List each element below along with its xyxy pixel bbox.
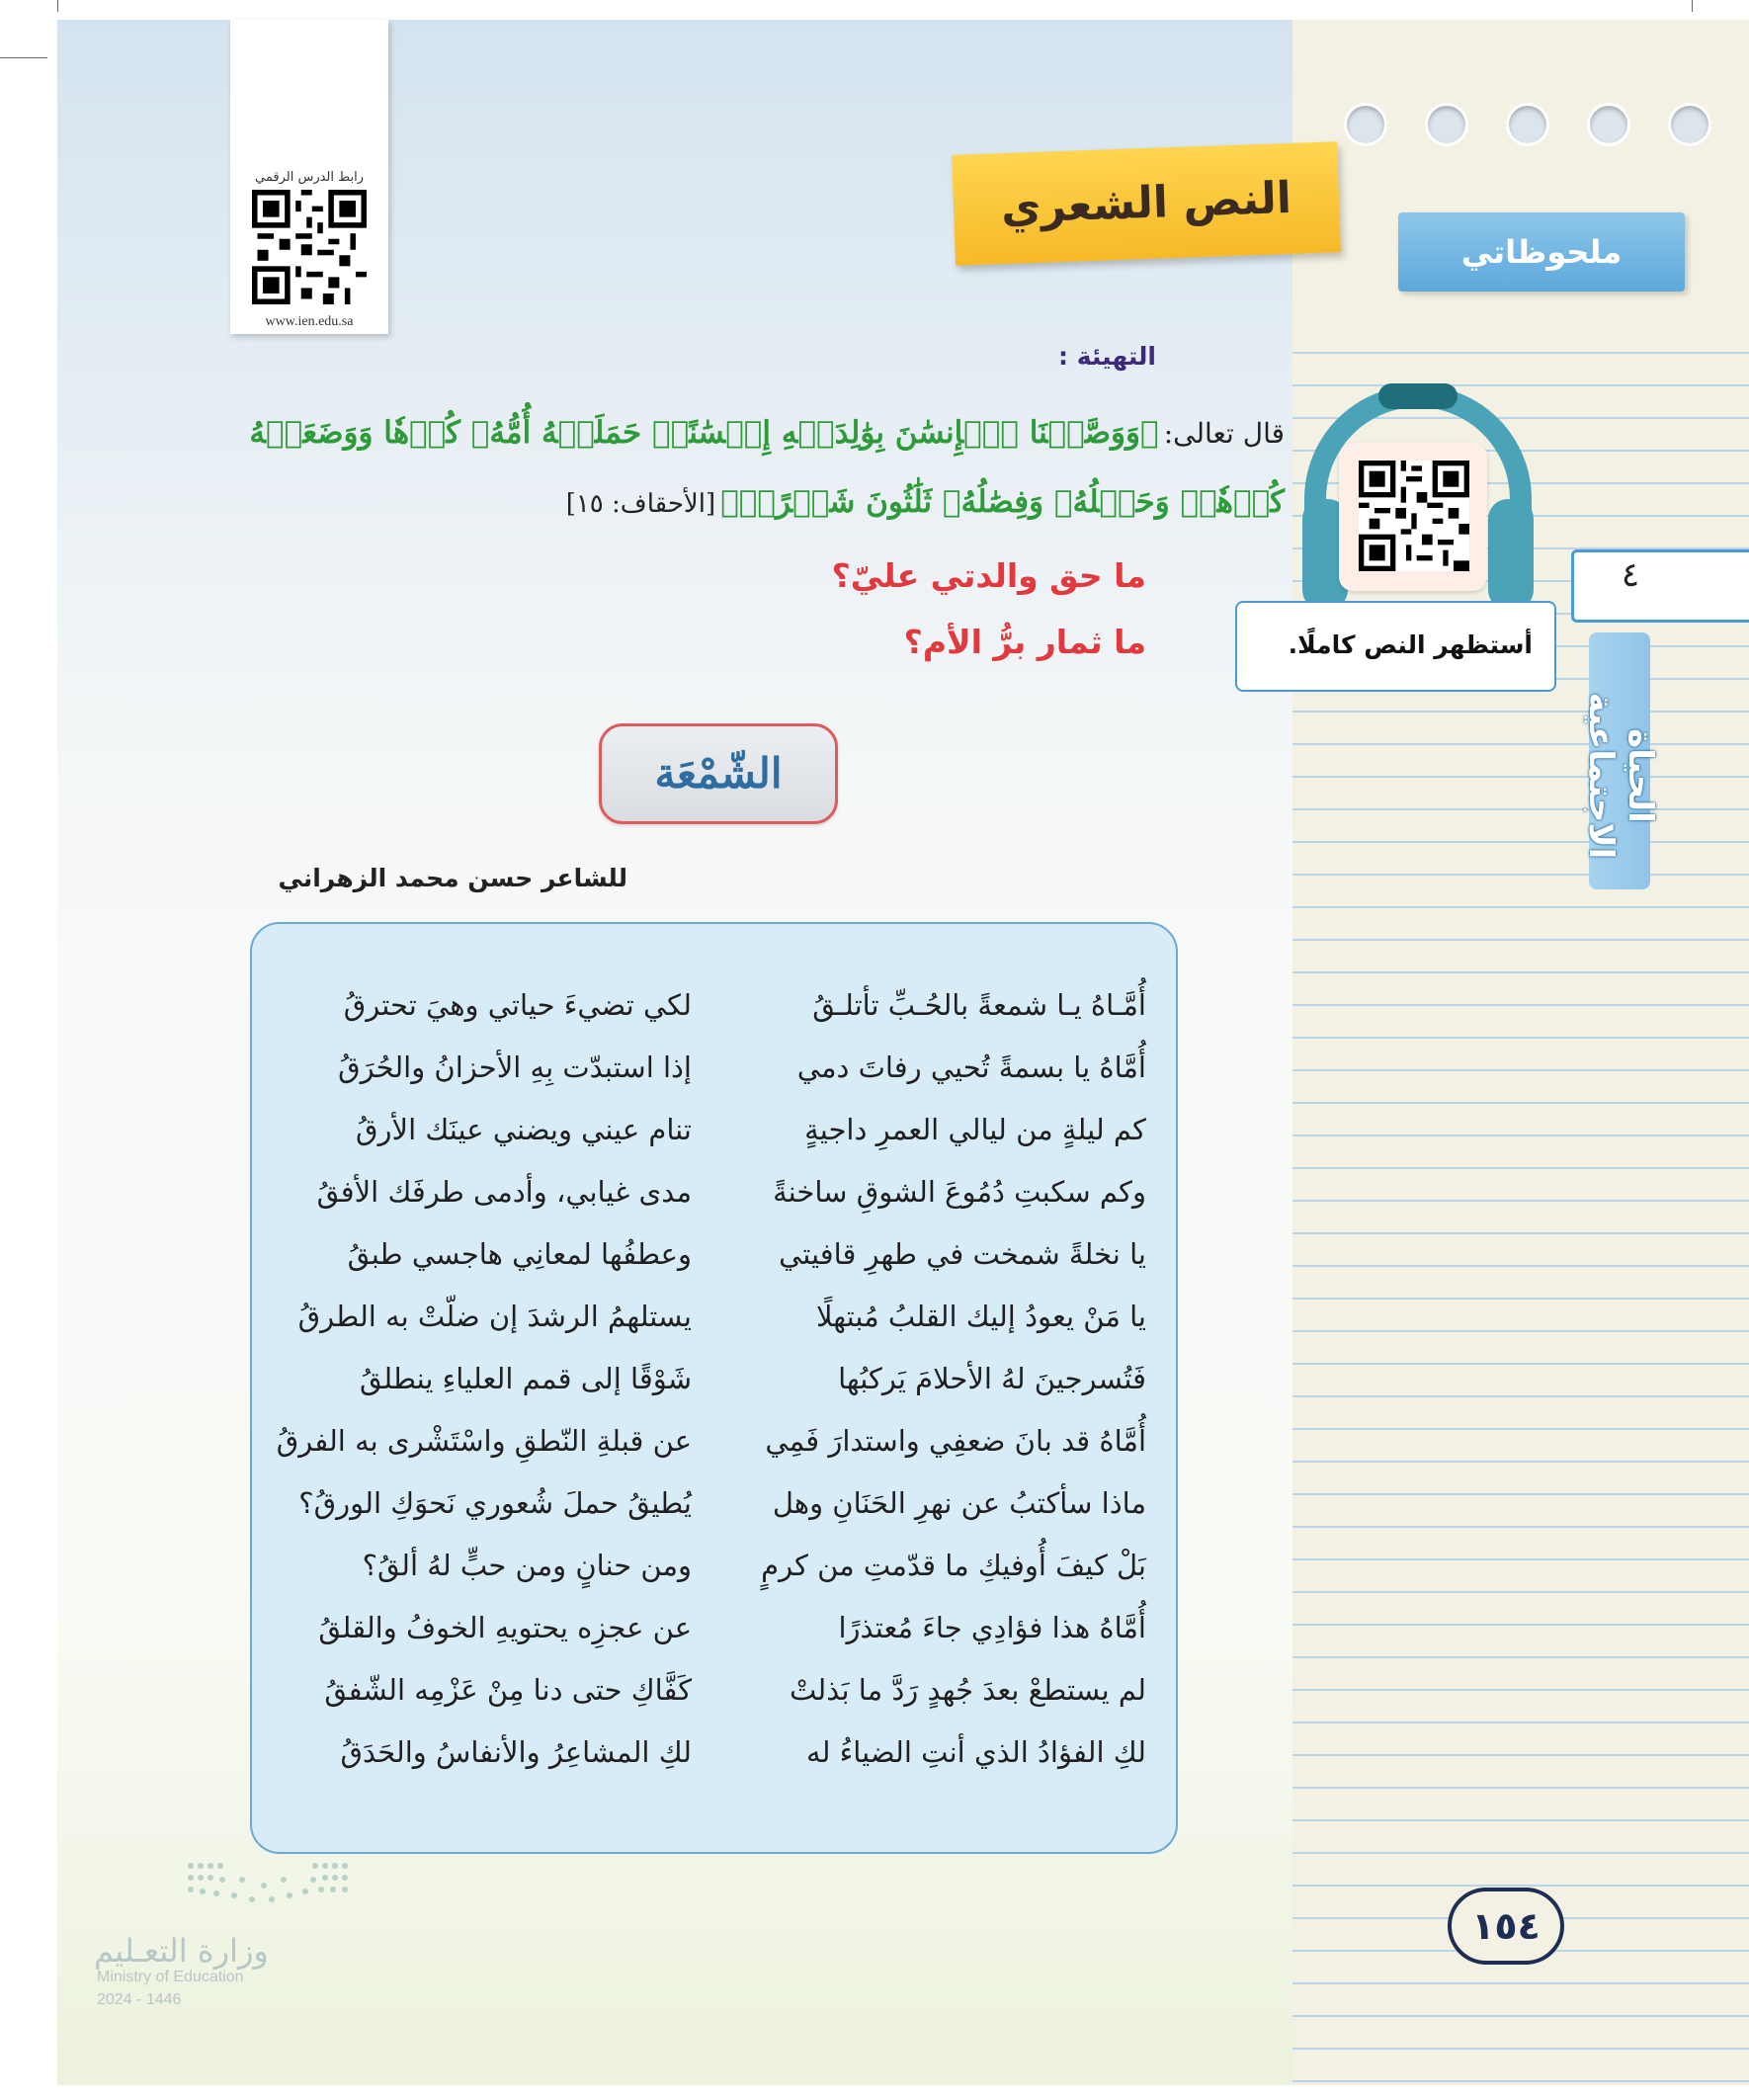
verse-first-half: أُمَّاهُ يا بسمةً تُحيي رفاتَ دمي — [796, 1050, 1146, 1084]
verse-second-half: وعطفُها لمعانِي هاجسي طبقُ — [347, 1237, 692, 1271]
quran-verse-line-2: كُرۡهٗاۖ وَحَمۡلُهُۥ وَفِصَٰلُهُۥ ثَلَٰثُونَ شَهۡرًاۚ﴾ — [720, 484, 1285, 520]
binder-hole — [1668, 103, 1711, 146]
qr-code-icon[interactable] — [252, 190, 367, 304]
verse-second-half: إذا استبدّت بِهِ الأحزانُ والحُرَقُ — [338, 1050, 692, 1084]
quran-reference: [الأحقاف: ١٥] — [565, 489, 716, 519]
verse-first-half: بَلْ كيفَ أُوفيكِ ما قدّمتِ من كرمٍ — [761, 1549, 1146, 1582]
verse-second-half: لكِ المشاعِرُ والأنفاسُ والحَدَقُ — [340, 1735, 692, 1769]
verse-first-half: لم يستطعْ بعدَ جُهدٍ رَدَّ ما بَذلتْ — [789, 1673, 1146, 1707]
crop-mark — [57, 0, 58, 12]
quran-verse-line-1: ﴿وَوَصَّيۡنَا ٱلۡإِنسَٰنَ بِوَٰلِدَيۡهِ إِحۡسَٰنًاۖ حَمَلَتۡهُ أُمُّهُۥ كُرۡهٗا وَوَضَعَتۡهُ — [249, 415, 1159, 451]
ministry-year: 2024 - 1446 — [97, 1991, 182, 2008]
notes-tab: ملحوظاتي — [1398, 212, 1685, 292]
memorize-callout: أستظهر النص كاملًا. — [1235, 601, 1556, 692]
binder-hole — [1344, 103, 1387, 146]
quran-line-1 — [249, 415, 1285, 451]
intro-label: التهيئة : — [1058, 342, 1156, 371]
quran-intro: قال تعالى: — [1163, 417, 1285, 450]
verse-second-half: ومن حنانٍ ومن حبٍّ لهُ ألقُ؟ — [362, 1549, 692, 1582]
section-title: النص الشعري — [952, 141, 1341, 266]
ministry-name-en: Ministry of Education — [97, 1969, 244, 1985]
verse-second-half: يستلهمُ الرشدَ إن ضلّتْ به الطرقُ — [297, 1300, 692, 1333]
verse-second-half: عن قبلةِ النّطقِ واسْتَشْرى به الفرقُ — [276, 1424, 692, 1458]
headphones-top-icon — [1378, 383, 1458, 409]
poem-title: الشّمْعَة — [599, 723, 838, 824]
qr-card-url: www.ien.edu.sa — [265, 314, 354, 329]
verse-first-half: لكِ الفؤادُ الذي أنتِ الضياءُ له — [806, 1735, 1146, 1769]
audio-qr-code-icon[interactable] — [1359, 461, 1469, 571]
verse-second-half: لكي تضيءَ حياتي وهيَ تحترقُ — [343, 988, 692, 1022]
binder-hole — [1425, 103, 1468, 146]
binder-hole — [1587, 103, 1630, 146]
verse-second-half: مدى غيابي، وأدمى طرفَك الأفقُ — [316, 1175, 692, 1209]
page-number: ١٥٤ — [1448, 1888, 1564, 1965]
crop-mark — [1692, 0, 1693, 12]
digital-lesson-qr-card[interactable] — [230, 20, 388, 334]
verse-first-half: يا نخلةً شمخت في طهرِ قافيتي — [779, 1237, 1146, 1271]
question-1: ما حق والدتي عليّ؟ — [831, 556, 1146, 595]
verse-first-half: أُمَّـاهُ يـا شمعةً بالحُـبِّ تأتلـقُ — [812, 988, 1146, 1022]
verse-first-half: يا مَنْ يعودُ إليك القلبُ مُبتهلًا — [816, 1300, 1146, 1333]
verse-second-half: عن عجزِه يحتويهِ الخوفُ والقلقُ — [318, 1611, 692, 1644]
poet-name: للشاعر حسن محمد الزهراني — [278, 864, 627, 892]
right-earcup-icon — [1488, 499, 1534, 610]
lesson-number: ٤ — [1621, 555, 1640, 595]
verse-second-half: كَفَّاكِ حتى دنا مِنْ عَزْمِه الشّفقُ — [324, 1673, 692, 1707]
verse-second-half: شَوْقًا إلى قمم العلياءِ ينطلقُ — [360, 1362, 692, 1395]
notes-column — [1292, 20, 1749, 2085]
verse-first-half: أُمَّاهُ هذا فؤادِي جاءَ مُعتذرًا — [838, 1611, 1146, 1644]
verse-second-half: تنام عيني ويضني عينَك الأرقُ — [356, 1113, 692, 1146]
ministry-logo-icon — [183, 1858, 351, 1917]
verse-first-half: وكم سكبتِ دُمُوعَ الشوقِ ساخنةً — [773, 1175, 1146, 1209]
crop-mark — [0, 57, 47, 58]
verse-first-half: فَتُسرجينَ لهُ الأحلامَ يَركبُها — [838, 1362, 1146, 1395]
question-2: ما ثمار برُّ الأم؟ — [903, 623, 1146, 661]
quran-line-2 — [566, 484, 1285, 520]
verse-first-half: كم ليلةٍ من ليالي العمرِ داجيةٍ — [804, 1113, 1146, 1146]
lesson-number-box — [1571, 549, 1749, 623]
qr-card-label: رابط الدرس الرقمي — [255, 170, 364, 185]
unit-title: الحياة الاجتماعية — [1581, 692, 1660, 860]
verse-first-half: ماذا سأكتبُ عن نهرِ الحَنَانِ وهل — [772, 1486, 1146, 1520]
ministry-name-ar: وزارة التعـليم — [94, 1932, 269, 1970]
binder-hole — [1506, 103, 1549, 146]
verse-first-half: أُمَّاهُ قد بانَ ضعفِي واستدارَ فَمِي — [765, 1424, 1146, 1458]
verse-second-half: يُطيقُ حملَ شُعوري نَحوَكِ الورقُ؟ — [298, 1486, 692, 1520]
